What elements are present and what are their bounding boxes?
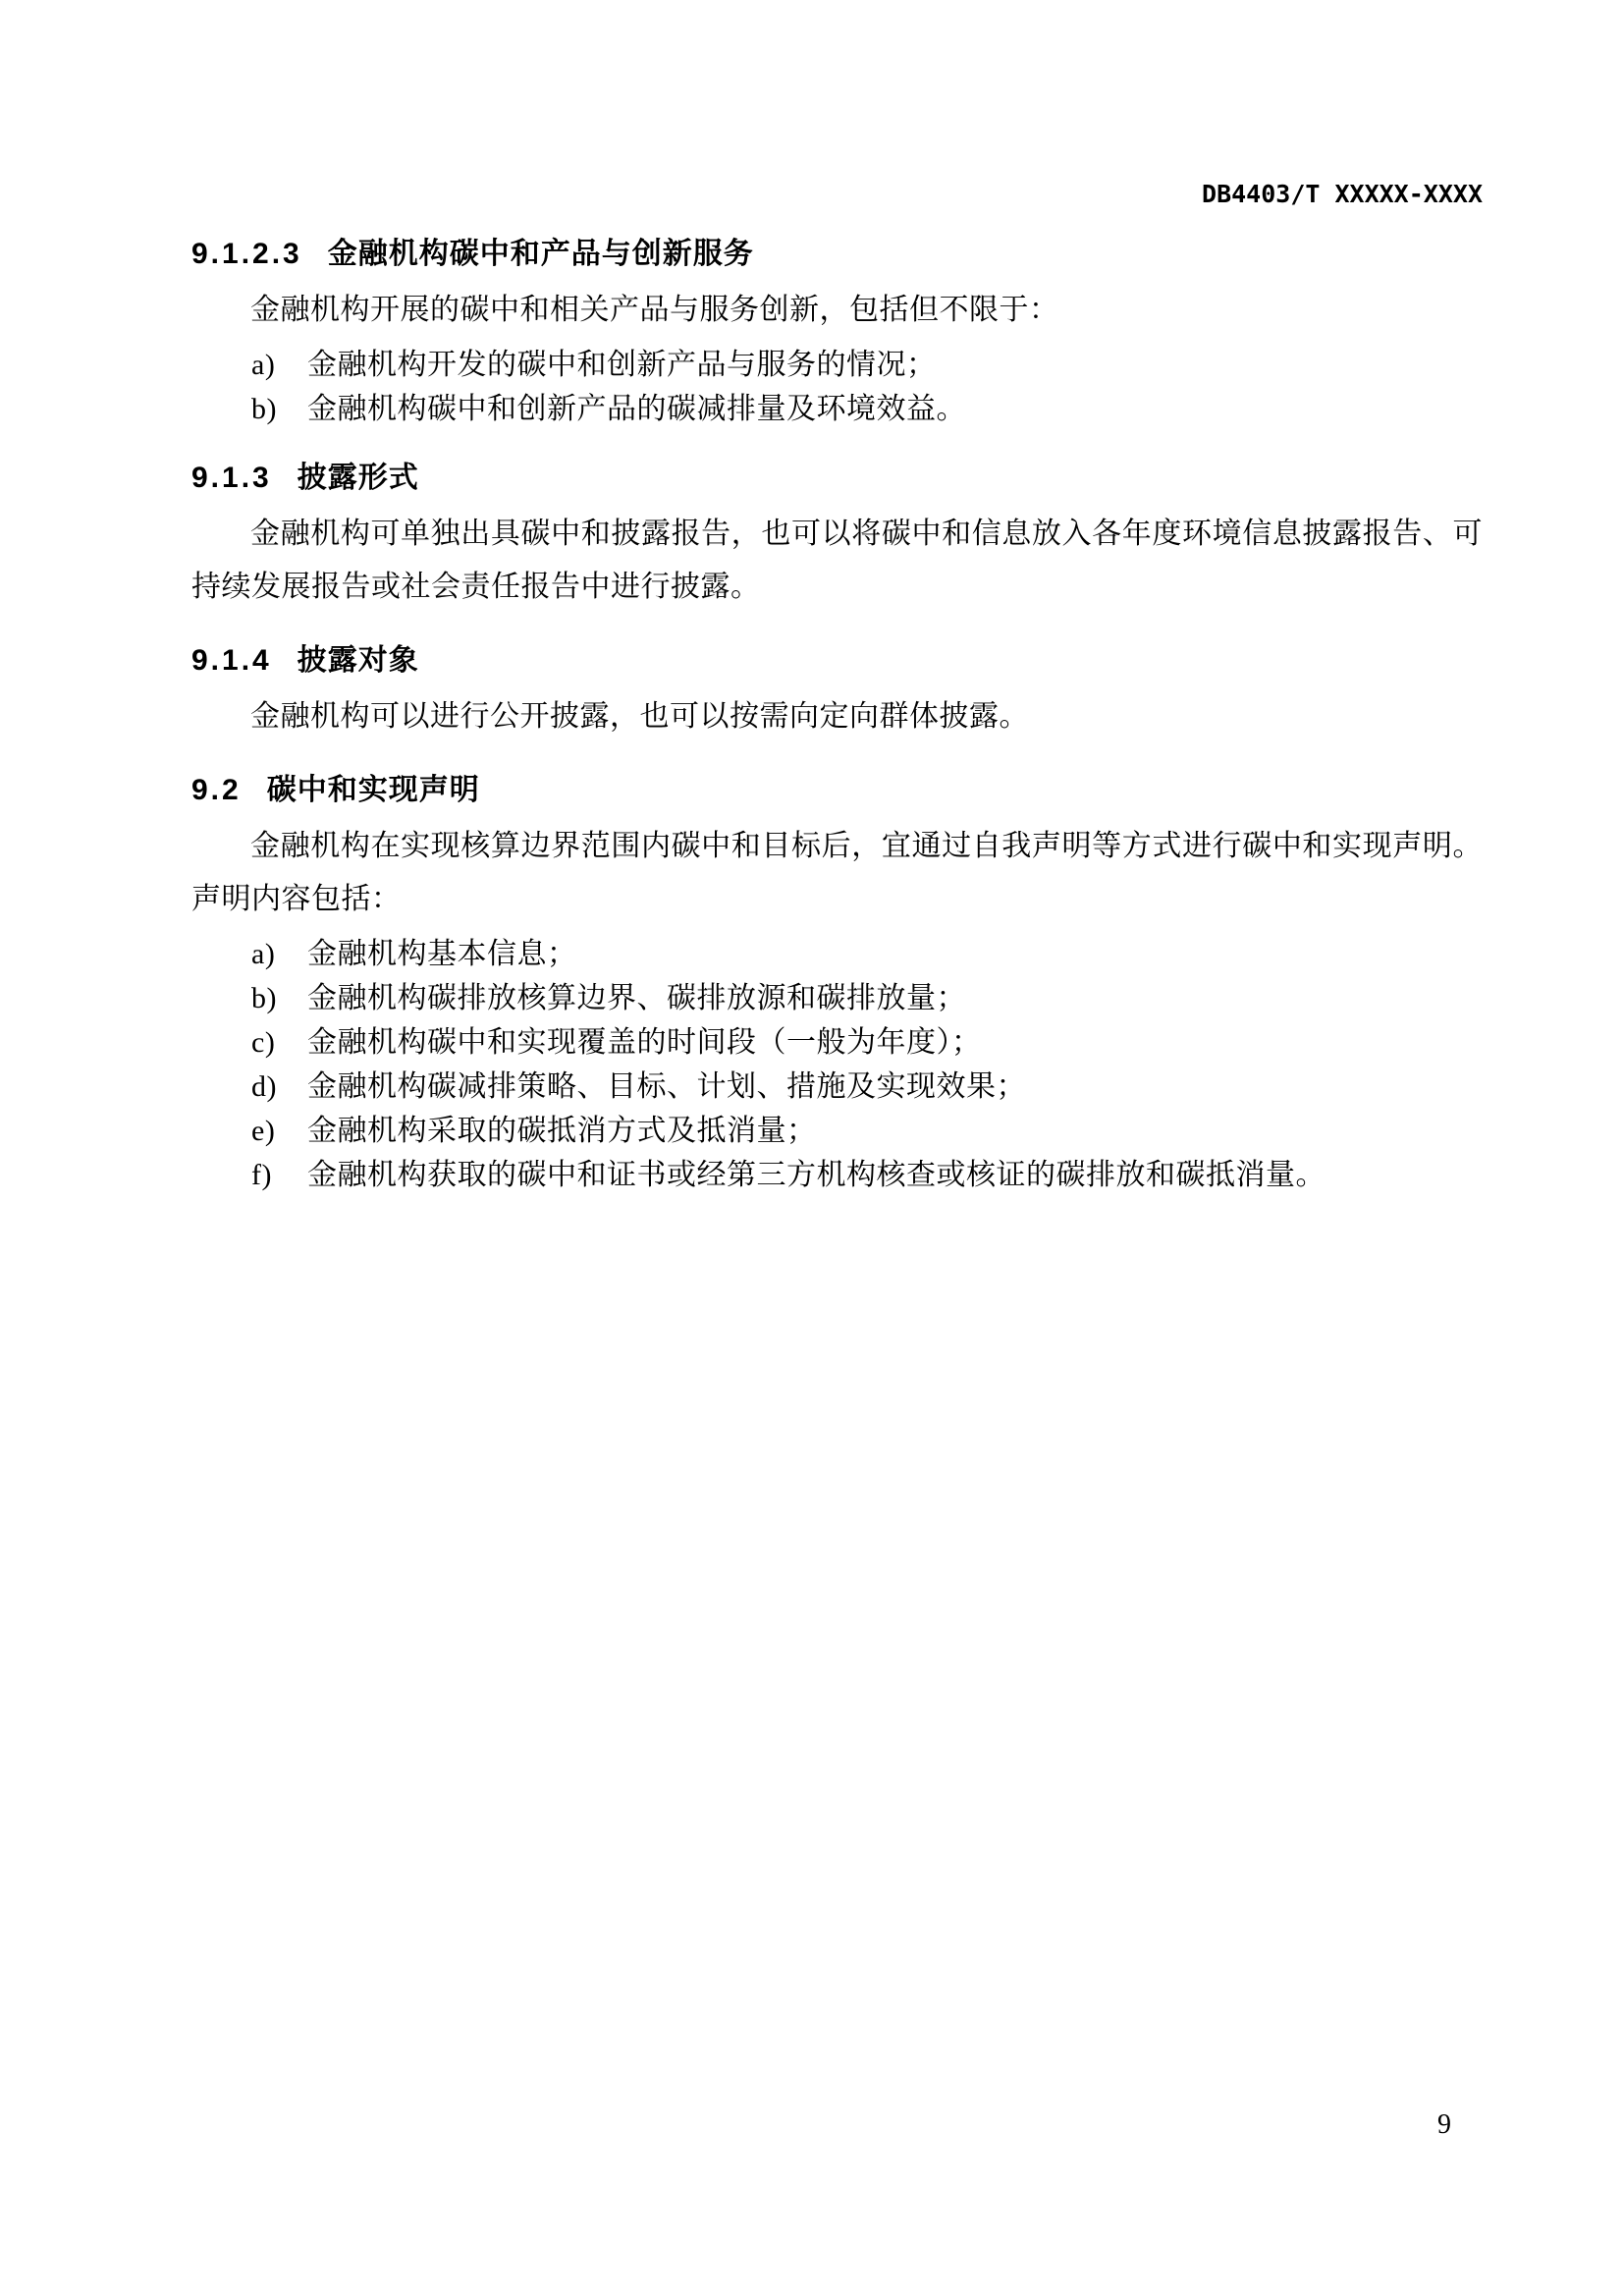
document-body — [191, 237, 1483, 1197]
list-item-marker: a) — [251, 938, 276, 970]
section-9-1-3 — [191, 461, 1483, 614]
paragraph: 金融机构可以进行公开披露，也可以按需向定向群体披露。 — [250, 700, 1029, 733]
paragraph: 金融机构开展的碳中和相关产品与服务创新，包括但不限于： — [250, 294, 1059, 326]
list-item-marker: b) — [251, 982, 277, 1014]
list-item-marker: d) — [251, 1070, 277, 1103]
section-number: 9.2 — [191, 774, 242, 806]
list-item-text: 金融机构开发的碳中和创新产品与服务的情况； — [307, 349, 937, 381]
section-heading — [191, 773, 1483, 808]
list-item-text: 金融机构采取的碳抵消方式及抵消量； — [307, 1115, 817, 1147]
list-item — [191, 976, 1483, 1020]
section-title: 披露对象 — [297, 644, 419, 677]
paragraph: 金融机构在实现核算边界范围内碳中和目标后，宜通过自我声明等方式进行碳中和实现声明。声明内容包括： — [191, 830, 1483, 915]
list-item-text: 金融机构碳排放核算边界、碳排放源和碳排放量； — [307, 982, 966, 1014]
list-item — [191, 1020, 1483, 1065]
section-title: 金融机构碳中和产品与创新服务 — [327, 238, 754, 270]
list-item-marker: f) — [251, 1159, 272, 1191]
list-item — [191, 932, 1483, 976]
section-title: 披露形式 — [297, 462, 419, 494]
list-item-text: 金融机构碳减排策略、目标、计划、措施及实现效果； — [307, 1070, 1026, 1103]
list-item — [191, 1153, 1483, 1197]
section-9-1-4 — [191, 643, 1483, 743]
list-item-text: 金融机构基本信息； — [307, 938, 577, 970]
lettered-list — [191, 932, 1483, 1197]
list-item-marker: b) — [251, 393, 277, 425]
section-9-1-2-3 — [191, 237, 1483, 431]
list-item-marker: e) — [251, 1115, 276, 1147]
section-number: 9.1.2.3 — [191, 238, 302, 270]
standard-code: DB4403/T XXXXX-XXXX — [1202, 180, 1483, 208]
section-title: 碳中和实现声明 — [266, 774, 480, 806]
list-item-text: 金融机构碳中和创新产品的碳减排量及环境效益。 — [307, 393, 966, 425]
section-number: 9.1.3 — [191, 462, 272, 494]
list-item — [191, 343, 1483, 387]
list-item-text: 金融机构获取的碳中和证书或经第三方机构核查或核证的碳排放和碳抵消量。 — [307, 1159, 1325, 1191]
page-footer — [1437, 2109, 1451, 2141]
lettered-list — [191, 343, 1483, 431]
section-heading — [191, 237, 1483, 272]
standard-code-header — [191, 182, 1483, 207]
list-item-marker: a) — [251, 349, 276, 381]
list-item — [191, 1109, 1483, 1153]
list-item — [191, 1065, 1483, 1109]
section-9-2 — [191, 773, 1483, 1197]
section-heading — [191, 643, 1483, 679]
page-number: 9 — [1437, 2109, 1451, 2140]
list-item — [191, 387, 1483, 431]
list-item-text: 金融机构碳中和实现覆盖的时间段（一般为年度）； — [307, 1026, 982, 1059]
list-item-marker: c) — [251, 1026, 276, 1059]
paragraph: 金融机构可单独出具碳中和披露报告，也可以将碳中和信息放入各年度环境信息披露报告、可持续发展报告或社会责任报告中进行披露。 — [191, 518, 1483, 603]
section-heading — [191, 461, 1483, 496]
section-number: 9.1.4 — [191, 644, 272, 677]
